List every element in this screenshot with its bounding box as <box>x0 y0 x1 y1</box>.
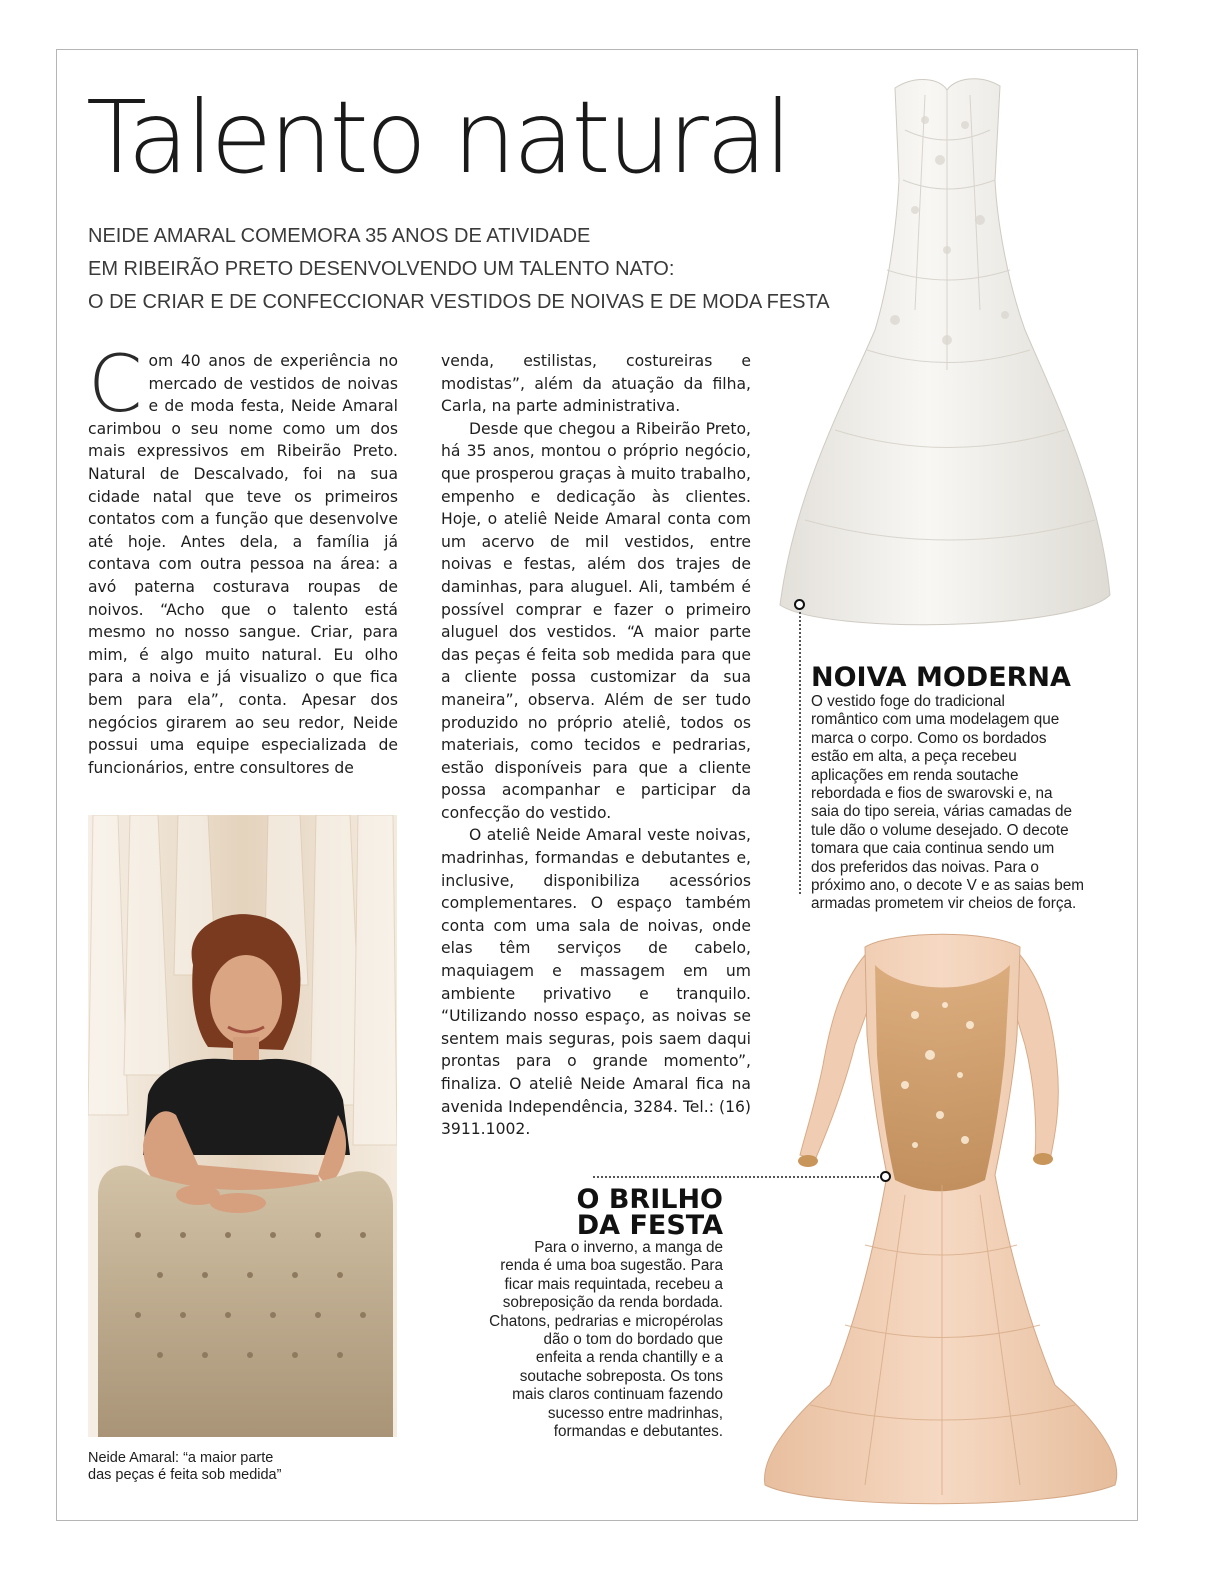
brilho-festa-leader-line <box>593 1176 879 1178</box>
text-line: enfeita a renda chantilly e a <box>535 1349 723 1367</box>
article-title: Talento natural <box>86 79 790 196</box>
drop-cap: C <box>88 340 143 430</box>
text-line: próximo ano, o decote V e as saias bem <box>811 877 1084 895</box>
subtitle-line: O DE CRIAR E DE CONFECCIONAR VESTIDOS DE NOIVAS E DE MODA FESTA <box>88 291 830 313</box>
text-line: armadas prometem vir cheios de força. <box>811 895 1077 913</box>
brilho-festa-marker <box>880 1171 891 1182</box>
subtitle-line: NEIDE AMARAL COMEMORA 35 ANOS DE ATIVIDADE <box>88 225 591 247</box>
text-line: dão o tom do bordado que <box>543 1331 723 1349</box>
text-line: tomara que caia continua sendo um <box>811 840 1055 858</box>
text-line: ficar mais requintada, recebeu a <box>504 1275 723 1293</box>
white-wedding-dress-image <box>775 70 1120 655</box>
text-line: sobreposição da renda bordada. <box>502 1294 723 1312</box>
neide-amaral-photo <box>88 815 397 1437</box>
photo-caption <box>88 1450 328 1484</box>
text-line: Para o inverno, a manga de <box>534 1239 723 1256</box>
text-line: dos preferidos das noivas. Para o <box>811 858 1039 876</box>
portrait-illustration <box>88 815 397 1437</box>
text-line: saia do tipo sereia, várias camadas de <box>811 803 1073 821</box>
text-line: formandas e debutantes. <box>553 1423 723 1441</box>
noiva-moderna-marker <box>794 599 805 610</box>
text-line: rebordada e fios de swarovski e, na <box>811 785 1053 803</box>
text-line: O vestido foge do tradicional <box>811 693 1005 710</box>
text-line: sucesso entre madrinhas, <box>547 1404 723 1422</box>
subtitle-line: EM RIBEIRÃO PRETO DESENVOLVENDO UM TALENTO NATO: <box>88 258 675 280</box>
text-line: marca o corpo. Como os bordados <box>811 729 1047 747</box>
column-2-paragraph: Desde que chegou a Ribeirão Preto, há 35 anos, montou o próprio negócio, que prosperou graças à muito trabalho, empenho e dedicação às clientes. Hoje, o ateliê Neide Amaral conta com um acervo de mil vestidos, entre noivas e festas, além dos trajes de daminhas, para aluguel. Ali, também é possível comprar e fazer o primeiro aluguel dos vestidos. “A maior parte das peças é feita sob medida para que a cliente possa customizar da sua maneira”, observa. Além de ser tudo produzido no próprio ateliê, todos os materiais, como tecidos e pedrarias, estão disponíveis para que a cliente possa acompanhar e participar da confecção do vestido. <box>441 419 751 822</box>
text-line: soutache sobreposta. Os tons <box>519 1367 723 1385</box>
article-column-2 <box>441 350 751 1141</box>
noiva-moderna-text <box>811 693 1111 914</box>
noiva-moderna-heading: NOIVA MODERNA <box>811 662 1071 693</box>
text-line: aplicações em renda soutache <box>811 766 1019 784</box>
column-2-paragraph: venda, estilistas, costureiras e modistas”, além da atuação da filha, Carla, na parte administrativa. <box>441 352 751 416</box>
text-line: tule dão o volume desejado. O decote <box>811 821 1069 839</box>
article-column-1 <box>88 340 398 779</box>
champagne-gown-image <box>755 925 1130 1510</box>
text-line: renda é uma boa sugestão. Para <box>500 1257 723 1275</box>
text-line: Chatons, pedrarias e micropérolas <box>489 1312 723 1330</box>
caption-line: Neide Amaral: “a maior parte <box>88 1450 274 1466</box>
heading-line: DA FESTA <box>576 1210 723 1241</box>
noiva-moderna-leader-line <box>799 612 801 894</box>
brilho-festa-heading <box>505 1184 723 1241</box>
text-line: romântico com uma modelagem que <box>811 711 1060 729</box>
brilho-festa-text <box>450 1239 723 1441</box>
column-1-text: om 40 anos de experiência no mercado de vestidos de noivas e de moda festa, Neide Amaral carimbou o seu nome como um dos mais expressivos em Ribeirão Preto. Natural de Descalvado, foi na sua cidade natal que teve os primeiros contatos com a função que desenvolve até hoje. Antes dela, a família já contava com outra pessoa na área: a avó paterna costurava roupas de noivos. “Acho que o talento está mesmo no nosso sangue. Criar, para mim, é algo muito natural. Eu olho para a noiva e já visualizo o que fica bem para ela”, conta. Apesar dos negócios girarem ao seu redor, Neide possui uma equipe especializada de funcionários, entre consultores de <box>88 352 398 777</box>
text-line: mais claros continuam fazendo <box>512 1386 723 1404</box>
heading-line: O BRILHO <box>576 1184 723 1215</box>
caption-line: das peças é feita sob medida” <box>88 1467 282 1483</box>
text-line: estão em alta, a peça recebeu <box>811 748 1017 766</box>
column-2-paragraph: O ateliê Neide Amaral veste noivas, madrinhas, formandas e debutantes e, inclusive, disponibiliza acessórios complementares. O espaço também conta com uma sala de noivas, onde elas têm serviços de cabelo, maquiagem e massagem em um ambiente privativo e tranquilo. “Utilizando nosso espaço, as noivas se sentem mais seguras, pois saem daqui prontas para o grande momento”, finaliza. O ateliê Neide Amaral fica na avenida Independência, 3284. Tel.: (16) 3911.1002. <box>441 826 751 1139</box>
article-subtitle <box>88 220 830 319</box>
